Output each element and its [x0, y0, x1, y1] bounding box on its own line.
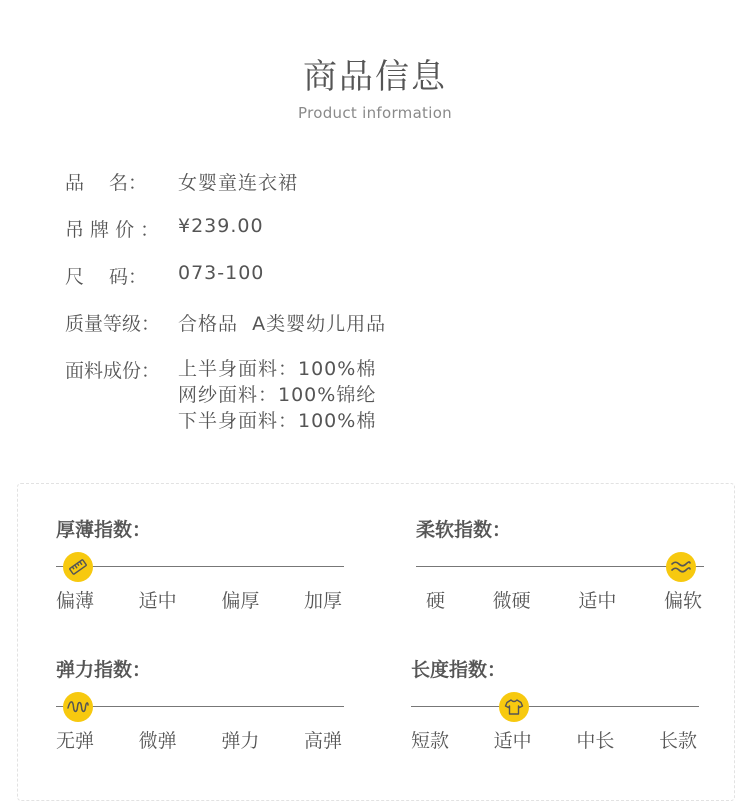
spring-icon [63, 692, 93, 722]
index-option: 短款 [411, 730, 450, 752]
index-option: 适中 [493, 730, 532, 752]
index-track [56, 566, 344, 567]
info-row-material [65, 356, 705, 434]
index-option: 微弹 [138, 730, 177, 752]
index-option: 高弹 [303, 730, 342, 752]
ruler-icon [63, 552, 93, 582]
index-option: 硬 [426, 590, 446, 612]
index-option: 偏软 [663, 590, 702, 612]
index-option: 中长 [576, 730, 615, 752]
info-row-name [65, 168, 705, 195]
info-label: 质量等级： [65, 313, 161, 335]
softness-index [416, 515, 706, 615]
index-option: 适中 [578, 590, 617, 612]
index-label: 长度指数： [411, 659, 507, 681]
info-value-lines [178, 356, 376, 434]
elasticity-index [56, 655, 346, 755]
index-options [416, 586, 702, 613]
info-label: 品 名： [65, 172, 148, 194]
thickness-index [56, 515, 346, 615]
index-options [56, 726, 342, 753]
info-row-size [65, 262, 705, 289]
info-value: 合格品 A类婴幼儿用品 [178, 313, 387, 335]
section-header [0, 52, 750, 122]
index-option: 适中 [138, 590, 177, 612]
index-option: 无弹 [56, 730, 95, 752]
index-options [56, 586, 342, 613]
index-option: 偏厚 [221, 590, 260, 612]
section-subtitle: Product information [298, 104, 452, 122]
index-label: 柔软指数： [416, 519, 512, 541]
wave-icon [666, 552, 696, 582]
info-label: 吊 牌 价 ： [65, 219, 160, 241]
index-option: 弹力 [221, 730, 260, 752]
tshirt-icon [499, 692, 529, 722]
info-value: ¥239.00 [178, 215, 264, 237]
info-row-price [65, 215, 705, 242]
index-track [411, 706, 699, 707]
index-track [416, 566, 704, 567]
info-value: 女婴童连衣裙 [178, 172, 299, 194]
product-info-list [65, 168, 705, 434]
index-option: 偏薄 [56, 590, 95, 612]
length-index [411, 655, 701, 755]
index-option: 微硬 [492, 590, 531, 612]
index-label: 弹力指数： [56, 659, 152, 681]
index-panel [17, 483, 735, 801]
info-row-grade [65, 309, 705, 336]
index-label: 厚薄指数： [56, 519, 152, 541]
info-value: 073-100 [178, 262, 265, 284]
material-line: 下半身面料：100%棉 [178, 410, 377, 432]
index-options [411, 726, 697, 753]
section-title: 商品信息 [303, 57, 447, 97]
material-line: 上半身面料：100%棉 [178, 358, 377, 380]
index-track [56, 706, 344, 707]
index-option: 长款 [658, 730, 697, 752]
info-label: 面料成份： [65, 360, 161, 382]
info-label: 尺 码： [65, 266, 148, 288]
index-option: 加厚 [303, 590, 342, 612]
material-line: 网纱面料：100%锦纶 [178, 384, 377, 406]
